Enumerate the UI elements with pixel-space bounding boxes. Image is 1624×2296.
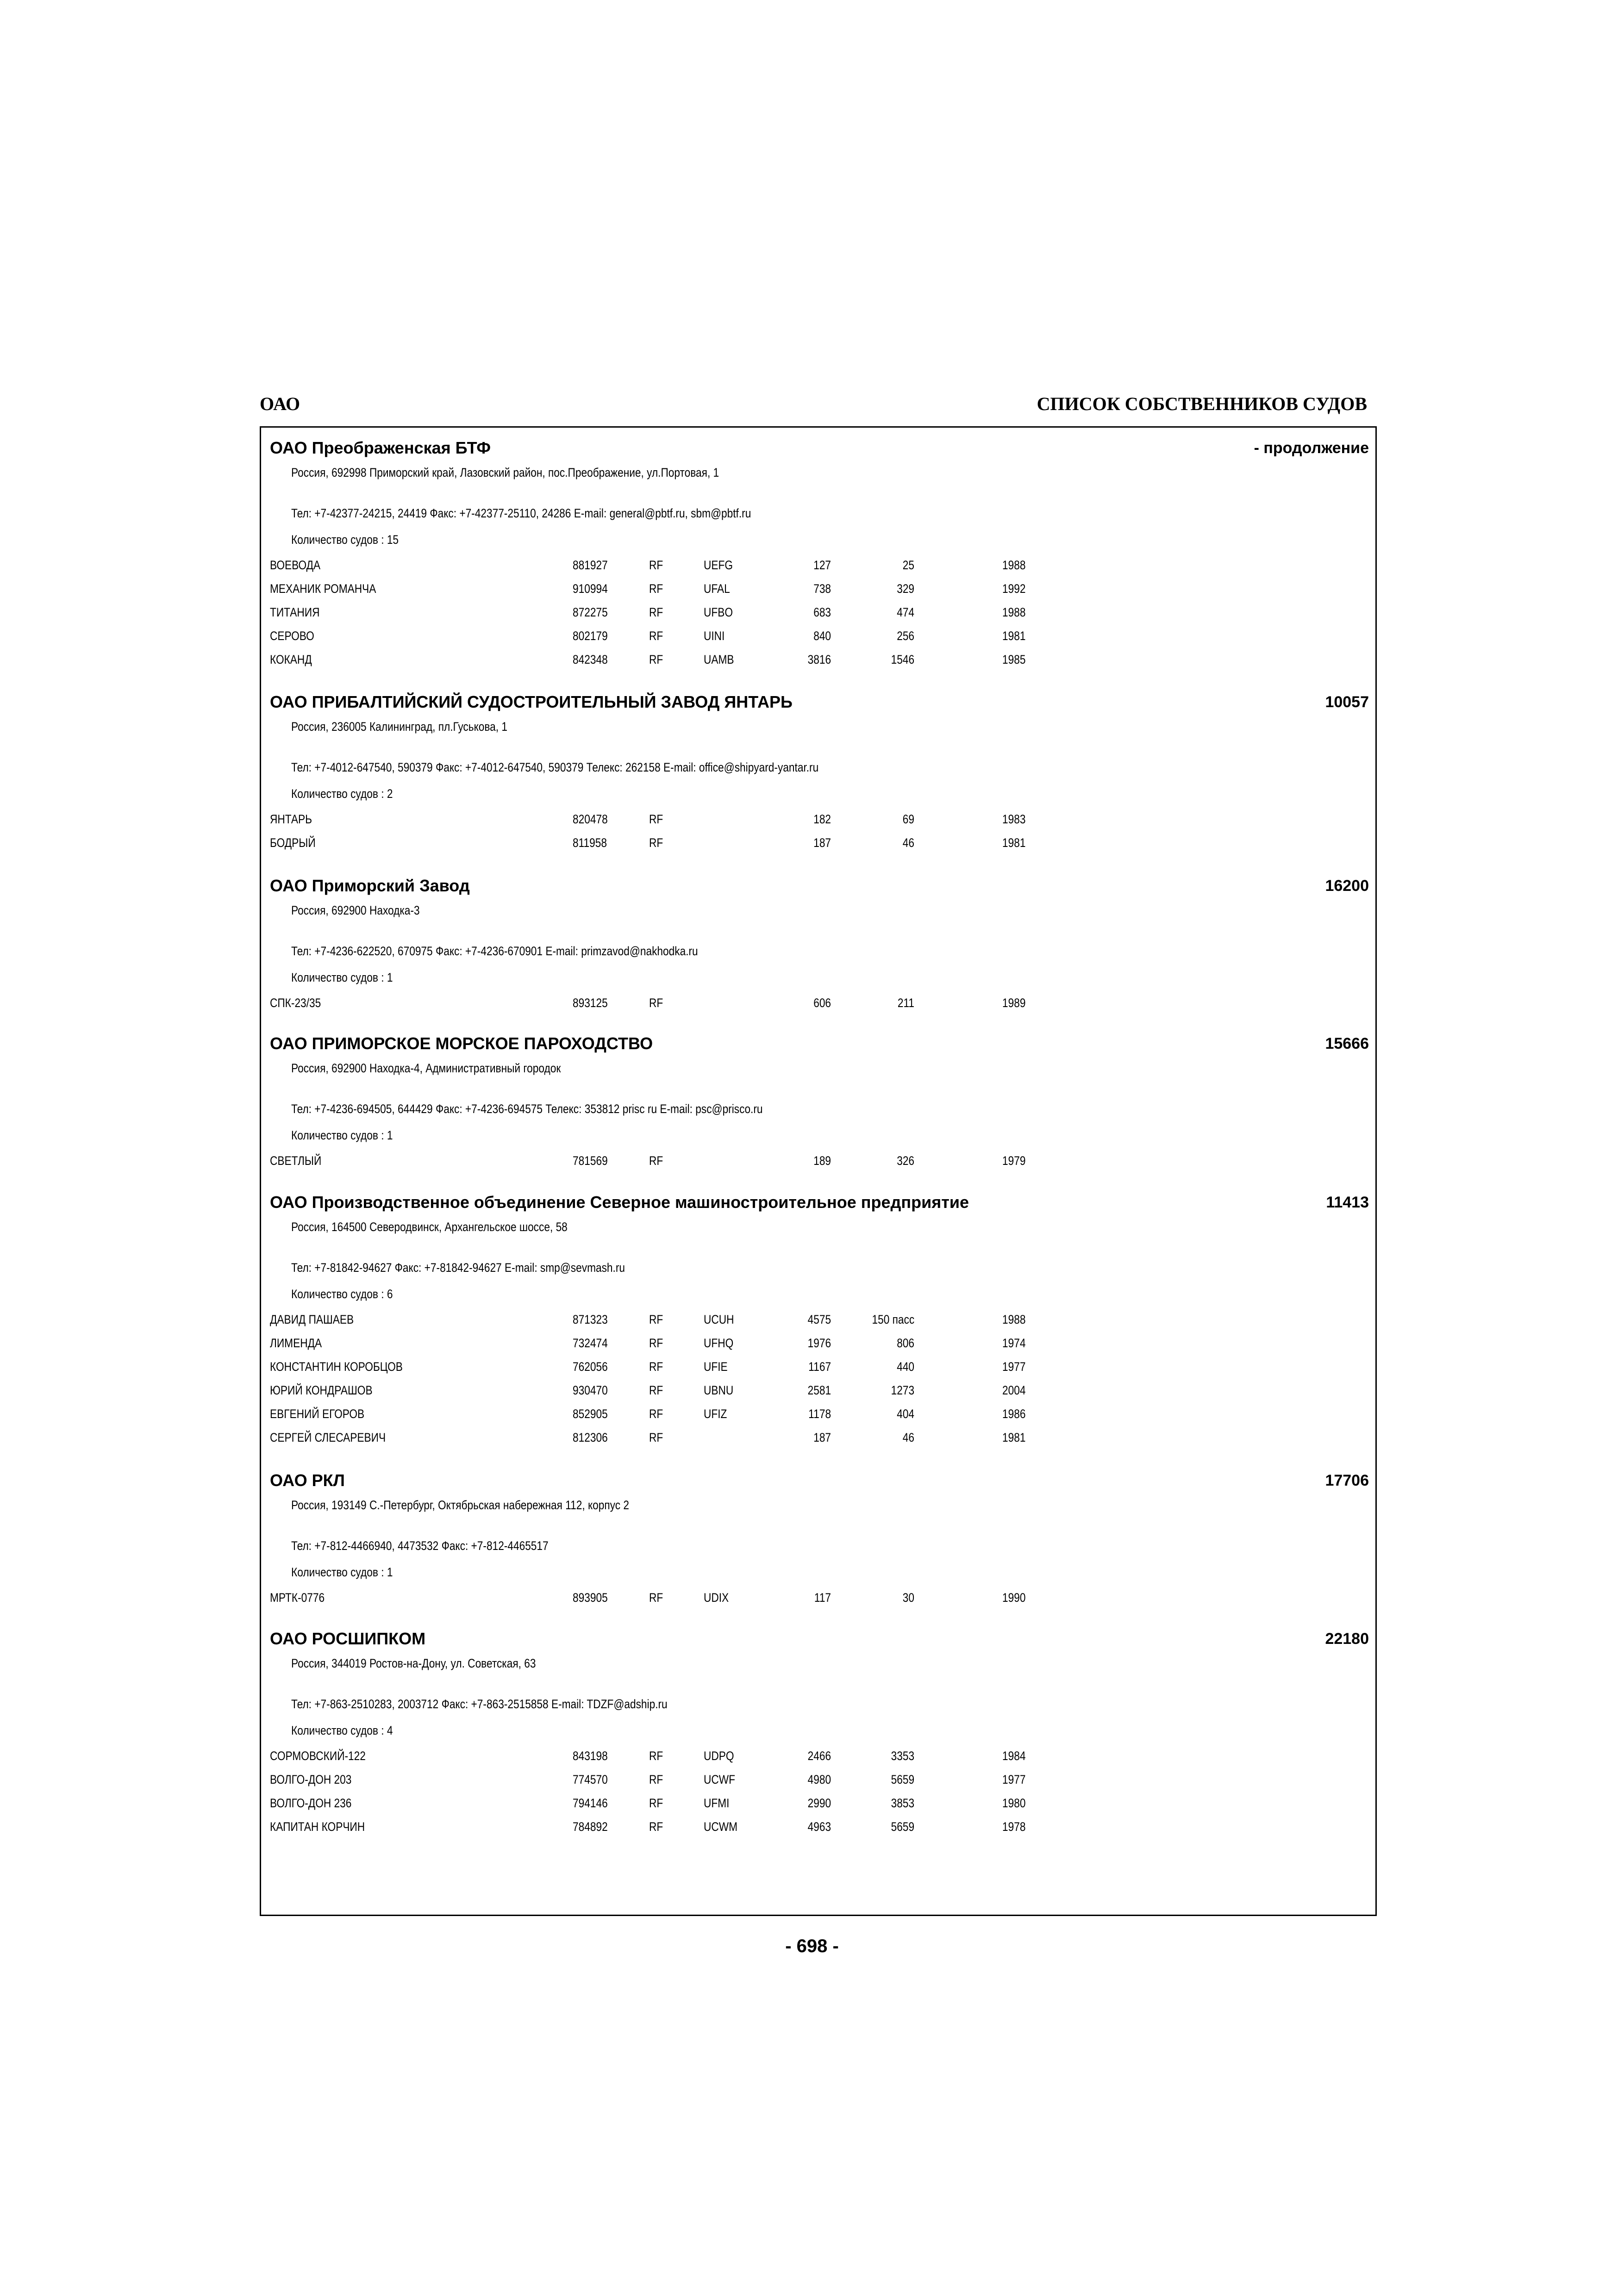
company-name: ОАО РКЛ — [270, 1471, 345, 1490]
header-right: СПИСОК СОБСТВЕННИКОВ СУДОВ — [1037, 393, 1367, 414]
vessel-number: 893125 — [573, 996, 608, 1010]
vessel-year-built: 1981 — [1002, 629, 1026, 643]
company-address: Россия, 692998 Приморский край, Лазовский район, пос.Преображение, ул.Портовая, 1 — [291, 466, 719, 479]
company-contacts: Тел: +7-812-4466940, 4473532 Факс: +7-812-4465517 — [291, 1539, 549, 1553]
vessel-number: 852905 — [573, 1407, 608, 1421]
vessel-row — [261, 1382, 1375, 1406]
vessel-call-sign: UFIZ — [704, 1407, 727, 1421]
vessel-count: Количество судов : 6 — [291, 1287, 393, 1301]
vessel-year-built: 1988 — [1002, 558, 1026, 572]
vessel-year-built: 1984 — [1002, 1749, 1026, 1763]
vessel-call-sign: UBNU — [704, 1383, 734, 1397]
vessel-year-built: 1989 — [1002, 996, 1026, 1010]
vessel-deadweight: 211 — [897, 996, 914, 1010]
vessel-deadweight: 474 — [897, 605, 914, 619]
vessel-flag: RF — [649, 605, 663, 619]
vessel-year-built: 1981 — [1002, 836, 1026, 850]
company-name: ОАО ПРИМОРСКОЕ МОРСКОЕ ПАРОХОДСТВО — [270, 1034, 653, 1053]
vessel-year-built: 1981 — [1002, 1431, 1026, 1444]
vessel-deadweight: 440 — [897, 1360, 914, 1374]
vessel-name: ВОЛГО-ДОН 236 — [270, 1796, 352, 1810]
vessel-deadweight: 5659 — [891, 1773, 914, 1786]
vessel-flag: RF — [649, 996, 663, 1010]
vessel-gross-tonnage: 2466 — [807, 1749, 831, 1763]
vessel-deadweight: 46 — [902, 836, 914, 850]
vessel-gross-tonnage: 4980 — [807, 1773, 831, 1786]
vessel-call-sign: UFHQ — [704, 1336, 734, 1350]
vessel-flag: RF — [649, 1796, 663, 1810]
company-code: 22180 — [1325, 1630, 1369, 1648]
company-contacts: Тел: +7-4236-694505, 644429 Факс: +7-4236-694575 Телекс: 353812 prisc ru E-mail: psc@prisco.ru — [291, 1102, 763, 1116]
owners-list-frame — [260, 426, 1377, 1916]
company-code: 11413 — [1326, 1194, 1369, 1211]
vessel-list — [261, 1748, 1375, 1842]
vessel-deadweight: 1546 — [891, 653, 914, 666]
vessel-flag: RF — [649, 1591, 663, 1605]
vessel-gross-tonnage: 117 — [814, 1591, 831, 1605]
company-contacts: Тел: +7-42377-24215, 24419 Факс: +7-42377-25110, 24286 E-mail: general@pbtf.ru, sbm@pbtf.ru — [291, 506, 751, 520]
vessel-row — [261, 581, 1375, 604]
vessel-call-sign: UDPQ — [704, 1749, 734, 1763]
vessel-call-sign: UAMB — [704, 653, 734, 666]
company-code: 16200 — [1325, 877, 1369, 895]
vessel-number: 811958 — [573, 836, 607, 850]
vessel-number: 930470 — [573, 1383, 608, 1397]
vessel-flag: RF — [649, 1749, 663, 1763]
vessel-gross-tonnage: 738 — [813, 582, 831, 596]
vessel-year-built: 1977 — [1002, 1773, 1026, 1786]
vessel-deadweight: 404 — [897, 1407, 914, 1421]
page-number: - 698 - — [785, 1936, 839, 1956]
vessel-name: КАПИТАН КОРЧИН — [270, 1820, 365, 1834]
vessel-year-built: 1986 — [1002, 1407, 1026, 1421]
vessel-number: 872275 — [573, 605, 608, 619]
vessel-call-sign: UINI — [704, 629, 725, 643]
company-name: ОАО ПРИБАЛТИЙСКИЙ СУДОСТРОИТЕЛЬНЫЙ ЗАВОД ЯНТАРЬ — [270, 692, 793, 711]
vessel-name: СПК-23/35 — [270, 996, 321, 1010]
vessel-number: 910994 — [573, 582, 608, 596]
vessel-flag: RF — [649, 1336, 663, 1350]
vessel-number: 842348 — [573, 653, 608, 666]
vessel-year-built: 1990 — [1002, 1591, 1026, 1605]
vessel-call-sign: UCWM — [704, 1820, 738, 1834]
vessel-row — [261, 604, 1375, 628]
vessel-gross-tonnage: 3816 — [807, 653, 831, 666]
vessel-gross-tonnage: 182 — [813, 812, 831, 826]
vessel-count: Количество судов : 1 — [291, 971, 393, 984]
vessel-call-sign: UFIE — [704, 1360, 728, 1374]
vessel-year-built: 1988 — [1002, 605, 1026, 619]
vessel-name: СОРМОВСКИЙ-122 — [270, 1749, 366, 1763]
vessel-year-built: 1985 — [1002, 653, 1026, 666]
vessel-year-built: 1977 — [1002, 1360, 1026, 1374]
vessel-deadweight: 3353 — [891, 1749, 914, 1763]
vessel-name: ЛИМЕНДА — [270, 1336, 322, 1350]
vessel-flag: RF — [649, 1154, 663, 1168]
company-contacts: Тел: +7-4236-622520, 670975 Факс: +7-4236-670901 E-mail: primzavod@nakhodka.ru — [291, 944, 698, 958]
vessel-year-built: 1992 — [1002, 582, 1026, 596]
company-name: ОАО РОСШИПКОМ — [270, 1629, 426, 1648]
vessel-deadweight: 329 — [897, 582, 914, 596]
vessel-flag: RF — [649, 1407, 663, 1421]
vessel-call-sign: UDIX — [704, 1591, 729, 1605]
vessel-count: Количество судов : 4 — [291, 1724, 393, 1737]
vessel-name: ВОЕВОДА — [270, 558, 321, 572]
vessel-deadweight: 150 пасс — [872, 1313, 914, 1326]
vessel-gross-tonnage: 187 — [813, 836, 831, 850]
company-code: - продолжение — [1254, 439, 1369, 457]
vessel-flag: RF — [649, 653, 663, 666]
vessel-name: ЕВГЕНИЙ ЕГОРОВ — [270, 1407, 365, 1421]
vessel-year-built: 1983 — [1002, 812, 1026, 826]
vessel-call-sign: UFBO — [704, 605, 733, 619]
vessel-number: 843198 — [573, 1749, 608, 1763]
vessel-year-built: 2004 — [1002, 1383, 1026, 1397]
vessel-flag: RF — [649, 1431, 663, 1444]
vessel-gross-tonnage: 187 — [813, 1431, 831, 1444]
vessel-flag: RF — [649, 1360, 663, 1374]
vessel-flag: RF — [649, 1820, 663, 1834]
company-address: Россия, 236005 Калининград, пл.Гуськова, 1 — [291, 720, 507, 734]
vessel-deadweight: 256 — [897, 629, 914, 643]
vessel-call-sign: UCWF — [704, 1773, 736, 1786]
vessel-number: 820478 — [573, 812, 608, 826]
vessel-gross-tonnage: 2990 — [807, 1796, 831, 1810]
vessel-deadweight: 46 — [902, 1431, 914, 1444]
vessel-number: 774570 — [573, 1773, 608, 1786]
vessel-call-sign: UFAL — [704, 582, 730, 596]
vessel-row — [261, 1772, 1375, 1795]
vessel-year-built: 1979 — [1002, 1154, 1026, 1168]
vessel-row — [261, 1335, 1375, 1359]
vessel-name: СЕРОВО — [270, 629, 314, 643]
company-address: Россия, 344019 Ростов-на-Дону, ул. Советская, 63 — [291, 1656, 536, 1670]
vessel-row — [261, 1819, 1375, 1842]
vessel-number: 893905 — [573, 1591, 608, 1605]
vessel-gross-tonnage: 189 — [813, 1154, 831, 1168]
company-code: 17706 — [1325, 1472, 1369, 1489]
vessel-row — [261, 811, 1375, 835]
vessel-gross-tonnage: 1976 — [807, 1336, 831, 1350]
vessel-row — [261, 1590, 1375, 1613]
vessel-number: 812306 — [573, 1431, 608, 1444]
vessel-year-built: 1978 — [1002, 1820, 1026, 1834]
company-contacts: Тел: +7-863-2510283, 2003712 Факс: +7-863-2515858 E-mail: TDZF@adship.ru — [291, 1697, 668, 1711]
vessel-deadweight: 30 — [902, 1591, 914, 1605]
vessel-row — [261, 995, 1375, 1019]
vessel-gross-tonnage: 683 — [813, 605, 831, 619]
vessel-list — [261, 995, 1375, 1019]
company-contacts: Тел: +7-4012-647540, 590379 Факс: +7-4012-647540, 590379 Телекс: 262158 E-mail: office@shipyard-yantar.ru — [291, 760, 819, 774]
vessel-deadweight: 5659 — [891, 1820, 914, 1834]
vessel-call-sign: UCUH — [704, 1313, 734, 1326]
vessel-gross-tonnage: 840 — [813, 629, 831, 643]
vessel-count: Количество судов : 15 — [291, 533, 399, 547]
vessel-name: МЕХАНИК РОМАНЧА — [270, 582, 376, 596]
company-code: 10057 — [1325, 693, 1369, 711]
vessel-gross-tonnage: 4963 — [807, 1820, 831, 1834]
vessel-number: 802179 — [573, 629, 608, 643]
vessel-list — [261, 1590, 1375, 1613]
vessel-row — [261, 1312, 1375, 1335]
company-name: ОАО Преображенская БТФ — [270, 438, 491, 457]
vessel-name: ЮРИЙ КОНДРАШОВ — [270, 1383, 373, 1397]
vessel-number: 871323 — [573, 1313, 608, 1326]
vessel-deadweight: 25 — [902, 558, 914, 572]
vessel-row — [261, 557, 1375, 581]
vessel-name: КОНСТАНТИН КОРОБЦОВ — [270, 1360, 403, 1374]
vessel-gross-tonnage: 606 — [813, 996, 831, 1010]
vessel-number: 784892 — [573, 1820, 608, 1834]
vessel-name: ТИТАНИЯ — [270, 605, 320, 619]
vessel-list — [261, 1153, 1375, 1176]
vessel-year-built: 1974 — [1002, 1336, 1026, 1350]
vessel-flag: RF — [649, 812, 663, 826]
company-address: Россия, 692900 Находка-3 — [291, 903, 420, 917]
vessel-flag: RF — [649, 629, 663, 643]
vessel-row — [261, 1748, 1375, 1772]
vessel-year-built: 1988 — [1002, 1313, 1026, 1326]
vessel-row — [261, 1795, 1375, 1819]
vessel-number: 732474 — [573, 1336, 608, 1350]
company-name: ОАО Производственное объединение Северное машиностроительное предприятие — [270, 1193, 969, 1212]
vessel-name: МРТК-0776 — [270, 1591, 325, 1605]
company-address: Россия, 692900 Находка-4, Административный городок — [291, 1061, 561, 1075]
vessel-name: БОДРЫЙ — [270, 836, 316, 850]
company-address: Россия, 193149 С.-Петербург, Октябрьская набережная 112, корпус 2 — [291, 1498, 630, 1512]
vessel-call-sign: UEFG — [704, 558, 733, 572]
vessel-count: Количество судов : 2 — [291, 787, 393, 801]
company-contacts: Тел: +7-81842-94627 Факс: +7-81842-94627 E-mail: smp@sevmash.ru — [291, 1261, 625, 1275]
vessel-name: ЯНТАРЬ — [270, 812, 312, 826]
vessel-number: 781569 — [573, 1154, 608, 1168]
vessel-flag: RF — [649, 582, 663, 596]
vessel-deadweight: 806 — [897, 1336, 914, 1350]
vessel-row — [261, 1430, 1375, 1453]
vessel-flag: RF — [649, 1313, 663, 1326]
vessel-row — [261, 1359, 1375, 1382]
vessel-count: Количество судов : 1 — [291, 1128, 393, 1142]
vessel-row — [261, 1153, 1375, 1176]
header-left: ОАО — [260, 393, 300, 414]
vessel-number: 794146 — [573, 1796, 608, 1810]
company-name: ОАО Приморский Завод — [270, 876, 470, 895]
vessel-list — [261, 1312, 1375, 1453]
vessel-deadweight: 1273 — [891, 1383, 914, 1397]
vessel-row — [261, 1406, 1375, 1430]
vessel-gross-tonnage: 1178 — [808, 1407, 831, 1421]
vessel-flag: RF — [649, 836, 663, 850]
vessel-name: ДАВИД ПАШАЕВ — [270, 1313, 354, 1326]
company-address: Россия, 164500 Северодвинск, Архангельское шоссе, 58 — [291, 1220, 568, 1234]
vessel-flag: RF — [649, 1383, 663, 1397]
vessel-name: КОКАНД — [270, 653, 312, 666]
vessel-number: 762056 — [573, 1360, 608, 1374]
vessel-call-sign: UFMI — [704, 1796, 730, 1810]
vessel-number: 881927 — [573, 558, 608, 572]
vessel-name: СВЕТЛЫЙ — [270, 1154, 322, 1168]
vessel-row — [261, 628, 1375, 652]
company-code: 15666 — [1325, 1035, 1369, 1052]
vessel-name: ВОЛГО-ДОН 203 — [270, 1773, 352, 1786]
vessel-flag: RF — [649, 1773, 663, 1786]
vessel-list — [261, 557, 1375, 675]
vessel-name: СЕРГЕЙ СЛЕСАРЕВИЧ — [270, 1431, 386, 1444]
vessel-list — [261, 811, 1375, 859]
vessel-gross-tonnage: 2581 — [807, 1383, 831, 1397]
vessel-gross-tonnage: 1167 — [808, 1360, 831, 1374]
vessel-deadweight: 3853 — [891, 1796, 914, 1810]
vessel-flag: RF — [649, 558, 663, 572]
vessel-gross-tonnage: 4575 — [807, 1313, 831, 1326]
vessel-row — [261, 835, 1375, 859]
vessel-row — [261, 652, 1375, 675]
vessel-gross-tonnage: 127 — [813, 558, 831, 572]
vessel-count: Количество судов : 1 — [291, 1565, 393, 1579]
vessel-deadweight: 69 — [902, 812, 914, 826]
vessel-year-built: 1980 — [1002, 1796, 1026, 1810]
vessel-deadweight: 326 — [897, 1154, 914, 1168]
